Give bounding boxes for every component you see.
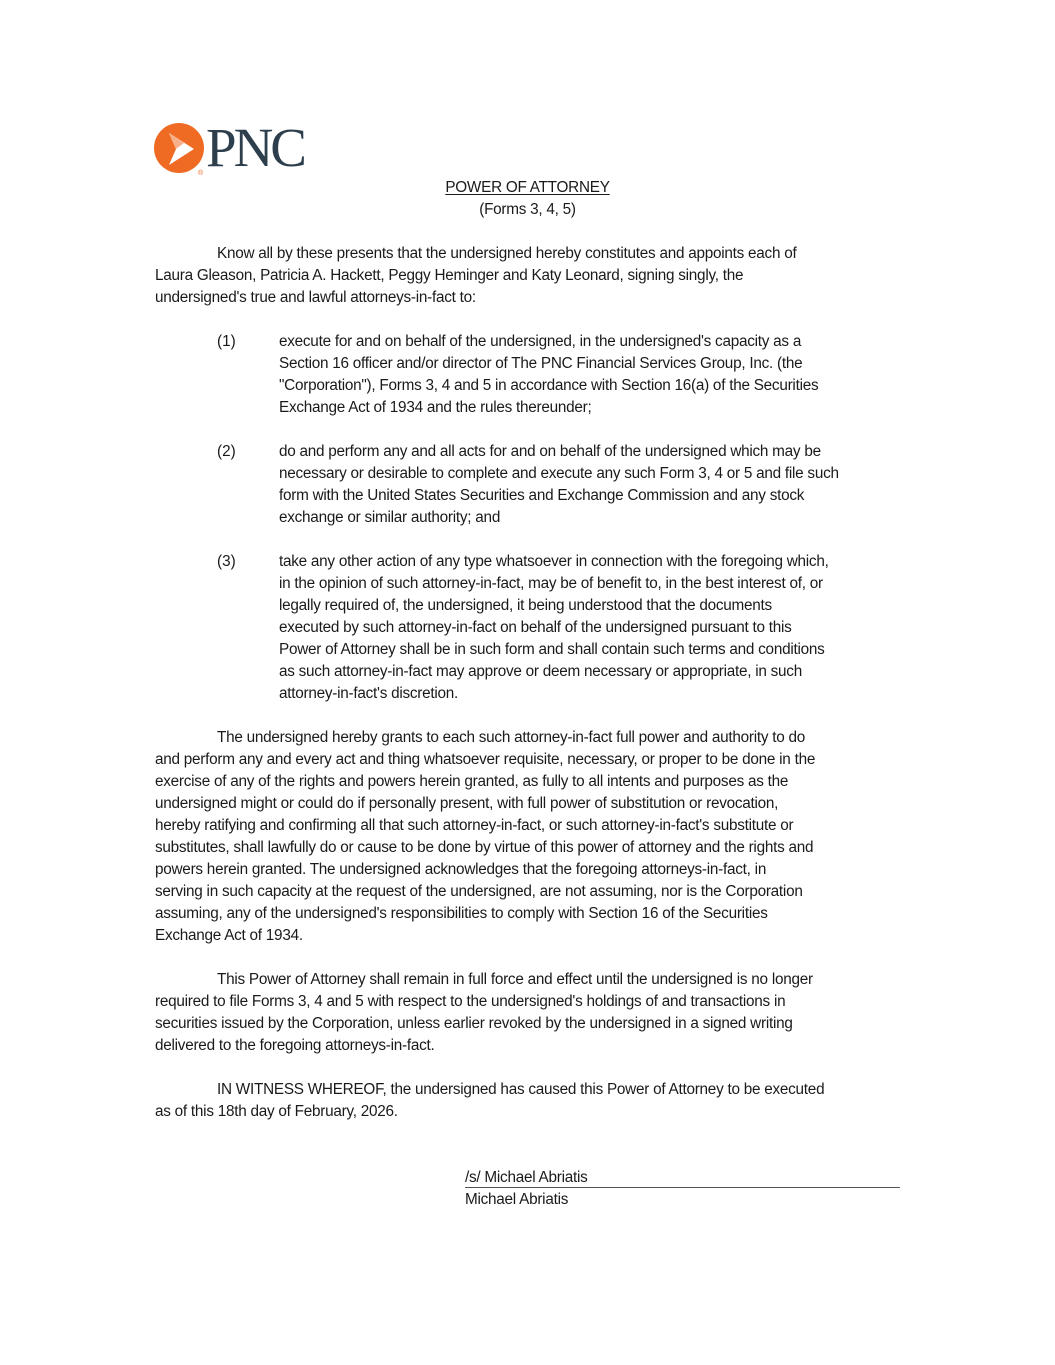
text-line: execute for and on behalf of the undersigned, in the undersigned's capacity as a — [279, 333, 802, 350]
text-line: necessary or desirable to complete and execute any such Form 3, 4 or 5 and file such — [279, 465, 839, 482]
intro-paragraph — [155, 243, 900, 309]
text-line: as such attorney-in-fact may approve or deem necessary or appropriate, in such — [279, 663, 802, 680]
text-line: substitutes, shall lawfully do or cause to be done by virtue of this power of attorney and the rights and — [155, 839, 814, 856]
grant-paragraph — [155, 727, 900, 947]
text-line: The undersigned hereby grants to each such attorney-in-fact full power and authority to do — [217, 729, 806, 746]
text-line: required to file Forms 3, 4 and 5 with respect to the undersigned's holdings of and transactions in — [155, 993, 786, 1010]
text-line: form with the United States Securities and Exchange Commission and any stock — [279, 487, 805, 504]
text-line: undersigned's true and lawful attorneys-in-fact to: — [155, 289, 476, 306]
text-line: attorney-in-fact's discretion. — [279, 685, 459, 702]
document-subtitle: (Forms 3, 4, 5) — [479, 201, 576, 218]
text-line: Exchange Act of 1934. — [155, 927, 303, 944]
text-line: undersigned might or could do if personally present, with full power of substitution or revocation, — [155, 795, 779, 812]
list-item — [279, 331, 904, 419]
text-line: take any other action of any type whatsoever in connection with the foregoing which, — [279, 553, 829, 570]
text-line: Laura Gleason, Patricia A. Hackett, Peggy Heminger and Katy Leonard, signing singly, the — [155, 267, 744, 284]
signatory-name: Michael Abriatis — [465, 1191, 569, 1208]
text-line: Exchange Act of 1934 and the rules thereunder; — [279, 399, 592, 416]
text-line: This Power of Attorney shall remain in full force and effect until the undersigned is no longer — [217, 971, 813, 988]
text-line: powers herein granted. The undersigned acknowledges that the foregoing attorneys-in-fact, in — [155, 861, 767, 878]
text-line: assuming, any of the undersigned's responsibilities to comply with Section 16 of the Securities — [155, 905, 768, 922]
pnc-logo — [154, 117, 326, 178]
text-line: exchange or similar authority; and — [279, 509, 501, 526]
text-line: executed by such attorney-in-fact on behalf of the undersigned pursuant to this — [279, 619, 792, 636]
list-item — [279, 551, 904, 705]
text-line: exercise of any of the rights and powers herein granted, as fully to all intents and purposes as the — [155, 773, 789, 790]
item-number: (2) — [217, 443, 236, 460]
text-line: delivered to the foregoing attorneys-in-fact. — [155, 1037, 435, 1054]
text-line: "Corporation"), Forms 3, 4 and 5 in accordance with Section 16(a) of the Securities — [279, 377, 819, 394]
pnc-triangle-logo-icon — [154, 123, 206, 177]
text-line: serving in such capacity at the request of the undersigned, are not assuming, nor is the Corporation — [155, 883, 803, 900]
text-line: securities issued by the Corporation, unless earlier revoked by the undersigned in a signed writing — [155, 1015, 793, 1032]
text-line: do and perform any and all acts for and on behalf of the undersigned which may be — [279, 443, 821, 460]
witness-paragraph — [155, 1079, 900, 1123]
text-line: and perform any and every act and thing whatsoever requisite, necessary, or proper to be done in the — [155, 751, 816, 768]
item-number: (1) — [217, 333, 236, 350]
text-line: Know all by these presents that the undersigned hereby constitutes and appoints each of — [217, 245, 797, 262]
signature-line — [465, 1187, 900, 1188]
logo-wordmark: PNC — [206, 117, 304, 178]
list-item — [279, 441, 904, 529]
text-line: hereby ratifying and confirming all that such attorney-in-fact, or such attorney-in-fact's substitute or — [155, 817, 794, 834]
text-line: IN WITNESS WHEREOF, the undersigned has caused this Power of Attorney to be executed — [217, 1081, 825, 1098]
signature-conformed: /s/ Michael Abriatis — [465, 1169, 588, 1186]
item-number: (3) — [217, 553, 236, 570]
text-line: Power of Attorney shall be in such form and shall contain such terms and conditions — [279, 641, 825, 658]
document-title: POWER OF ATTORNEY — [445, 179, 610, 196]
text-line: as of this 18th day of February, 2026. — [155, 1103, 398, 1120]
term-paragraph — [155, 969, 900, 1057]
text-line: Section 16 officer and/or director of The PNC Financial Services Group, Inc. (the — [279, 355, 803, 372]
text-line: in the opinion of such attorney-in-fact, may be of benefit to, in the best interest of, or — [279, 575, 823, 592]
svg-text:®: ® — [198, 170, 204, 177]
text-line: legally required of, the undersigned, it being understood that the documents — [279, 597, 772, 614]
